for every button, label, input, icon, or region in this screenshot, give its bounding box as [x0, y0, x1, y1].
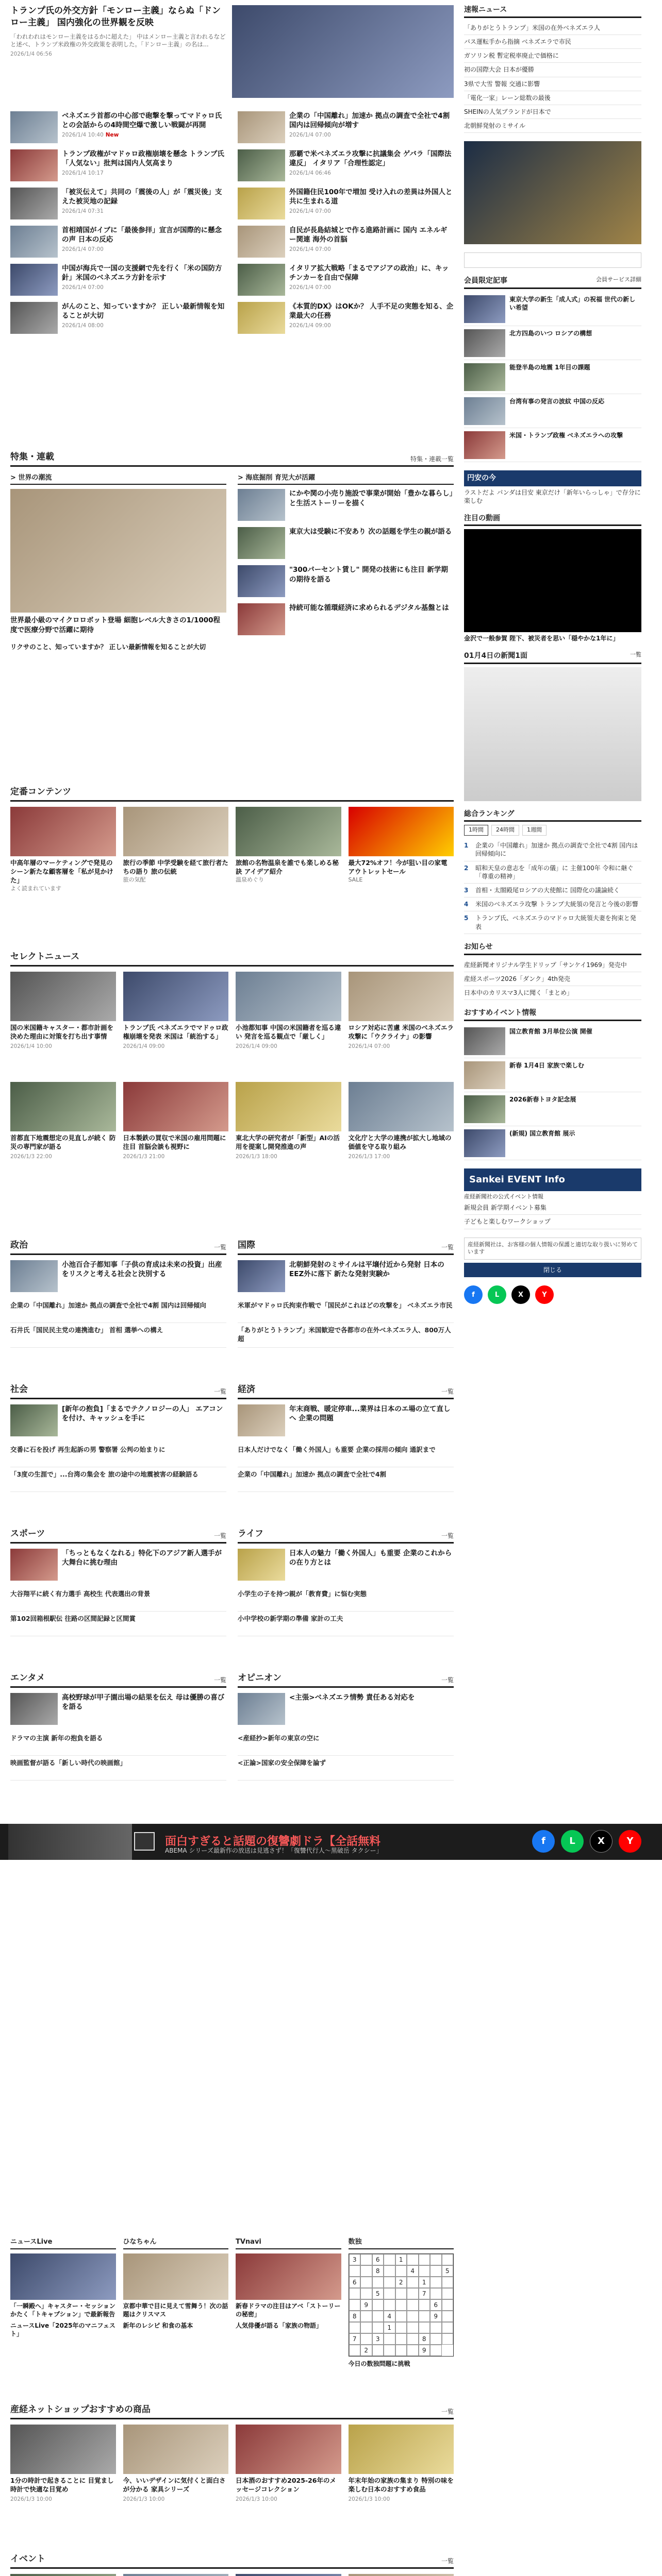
sudoku-cell[interactable]: 6: [430, 2299, 442, 2311]
category-life: ライフ 一覧 日本人の魅力「働く外国人」も重要 企業のこれからの在り方とは 小学生の子を持つ親が「教育費」に悩む実態 小中学校の新学期の準備 家計の工夫: [238, 1525, 454, 1669]
sudoku-cell[interactable]: [360, 2311, 372, 2322]
news-item[interactable]: トランプ政権がマドゥロ政権崩壊を懸念 トランプ氏「人気ない」批判は国内人気高まり 2026/1/4 10:17: [10, 149, 226, 182]
breaking-item[interactable]: 初の国際大会 日本が優勝: [464, 63, 641, 77]
newspaper-image[interactable]: [464, 667, 641, 801]
select-card[interactable]: 文化庁と大学の連携が拡大し地域の価値を守る取り組み 2026/1/3 17:00: [349, 1082, 454, 1185]
category-lead[interactable]: [新年の抱負]「まるでテクノロジーの人」 エアコンを付け、キャッシュを手に: [10, 1404, 226, 1437]
quad-news-live: ニュースLive 「一瞬殿へ」キャスター・セッションかたく「トキャプション」で最新報告 ニュースLive「2025年のマニフェスト」: [10, 2236, 116, 2368]
feature-heading: 特集・連載: [10, 452, 54, 462]
news-item[interactable]: 自民が長島結城とで作る進路計画に 国内 エネルギー関連 海外の首脳 2026/1/4 07:00: [238, 226, 454, 259]
category-more-link[interactable]: 一覧: [213, 1532, 226, 1539]
ranking-item[interactable]: 1 企業の「中国離れ」加速か 拠点の調査で全社で4割 国内は回帰傾向に: [464, 839, 641, 861]
category-row[interactable]: 企業の「中国離れ」加速か 拠点の調査で全社で4割 国内は回帰傾向: [10, 1298, 226, 1323]
sudoku-cell[interactable]: [360, 2265, 372, 2277]
category-opinion: オピニオン 一覧 <主張>ベネズエラ情勢 責任ある対応を <産経抄>新年の東京の空に <正論>国家の安全保障を論ず: [238, 1669, 454, 1814]
youtube-icon[interactable]: Y: [535, 1285, 554, 1304]
member-item[interactable]: 米国・トランプ政権 ベネズエラへの攻撃: [464, 428, 641, 462]
quad-sudoku: 数独 3 6 1 8 4 5 6 2 1 5 7 9 6 8 4 9 1 7 3 8 2 9 今日の数独問題に挑戦: [349, 2236, 454, 2368]
sudoku-cell[interactable]: [430, 2333, 442, 2345]
breaking-item[interactable]: 3県で大雪 警報 交通に影響: [464, 77, 641, 91]
notice-item[interactable]: 日本中のカリスマ3人に聞く「まとめ」: [464, 986, 641, 1000]
x-icon[interactable]: X: [590, 1830, 613, 1853]
sudoku-cell[interactable]: [442, 2277, 454, 2288]
sidebar: [464, 0, 641, 2576]
sudoku-cell[interactable]: [419, 2311, 431, 2322]
sudoku-cell[interactable]: [430, 2345, 442, 2356]
sudoku-cell[interactable]: [384, 2299, 395, 2311]
breaking-item[interactable]: ガソリン税 暫定税率廃止で価格に: [464, 49, 641, 63]
news-item[interactable]: 「被災伝えて」共同の「震後の人」が「震災後」支えた被災地の記録 2026/1/4 07:31: [10, 188, 226, 221]
search-input[interactable]: [464, 252, 641, 268]
category-row[interactable]: 映画監督が語る「新しい時代の映画館」: [10, 1756, 226, 1781]
abema-logo: [134, 1832, 155, 1851]
quad-item[interactable]: 新年のレシピ 和食の基本: [123, 2321, 193, 2329]
category-lead[interactable]: 高校野球が甲子園出場の結果を伝え 母は優勝の喜びを語る: [10, 1693, 226, 1726]
sudoku-cell[interactable]: [407, 2345, 419, 2356]
quad-image[interactable]: [236, 2253, 341, 2300]
sudoku-cell[interactable]: [384, 2333, 395, 2345]
facebook-icon[interactable]: f: [532, 1830, 555, 1853]
info-item[interactable]: 子どもと楽しむワークショップ: [464, 1215, 641, 1229]
quad-tvnavi: TVnavi 新春ドラマの注目はアベ「ストーリーの秘密」 人気俳優が語る「家族の物語」: [236, 2236, 341, 2368]
sudoku-cell[interactable]: [442, 2322, 454, 2333]
sudoku-cell[interactable]: [349, 2288, 361, 2299]
sudoku-cell[interactable]: [384, 2254, 395, 2265]
ranking-box: 総合ランキング 1時間 24時間 1週間 1 企業の「中国離れ」加速か 拠点の調査で全社で4割 国内は回帰傾向に 2 昭和天皇の意志を「成年の儀」に 主催100年 令和に継ぐ「尊重の精神」 3 首相・太閤殿尾ロシアの大使館に 国際化の議論続く 4 米国のベネズエラ攻撃 トランプ大統領の発言と今後の影響 5 トランプ氏、ベネズエラのマドゥロ大統領夫妻を拘束と発表: [464, 809, 641, 934]
category-lead[interactable]: 北朝鮮発射のミサイルは平壌付近から発射 日本のEEZ外に落下 新たな発射実験か: [238, 1260, 454, 1293]
news-item[interactable]: 外国籍住民100年で増加 受け入れの差異は外国人と共に生まれる道 2026/1/4 07:00: [238, 188, 454, 221]
sudoku-cell[interactable]: 2: [395, 2277, 407, 2288]
sudoku-cell[interactable]: [442, 2311, 454, 2322]
notice-item[interactable]: 産経スポーツ2026「ダンク」4th発売: [464, 972, 641, 986]
lead-title[interactable]: トランプ氏の外交方針「モンロー主義」ならぬ「ドンロー主義」 国内強化の世界観を反映: [10, 6, 221, 28]
breaking-item[interactable]: バス運転手から指摘 ベネズエラで市民: [464, 35, 641, 49]
sudoku-cell[interactable]: 6: [372, 2254, 384, 2265]
news-item[interactable]: ベネズエラ首都の中心部で砲撃を撃ってマドゥロ氏との会話からの4時間空爆で激しい戦闘が再開 2026/1/4 10:40 New: [10, 111, 226, 144]
event-info-box: おすすめイベント情報 国立教育館 3月単位公演 開催 新春 1月4日 家族で楽しむ 2026新春トヨタ記念展 (新規) 国立教育館 展示: [464, 1008, 641, 1160]
sudoku-cell[interactable]: 1: [384, 2322, 395, 2333]
regular-card[interactable]: 旅行の季節 中学受験を経て旅行者たちの語り 旅の伝統 旅の気配: [123, 807, 229, 910]
select-news-section: [10, 948, 454, 1185]
quad-item[interactable]: 新春ドラマの注目はアベ「ストーリーの秘密」: [236, 2302, 341, 2318]
sudoku-cell[interactable]: [360, 2288, 372, 2299]
category-row[interactable]: 石井氏「国民民主党の連携進む」 首相 選挙への構え: [10, 1323, 226, 1348]
select-card[interactable]: 東北大学の研究者が「新型」AIの活用を提案し開発推進の声 2026/1/3 18:00: [236, 1082, 341, 1185]
lead-date: 2026/1/4 06:56: [10, 50, 52, 57]
sudoku-cell[interactable]: [430, 2288, 442, 2299]
sudoku-cell[interactable]: [419, 2299, 431, 2311]
category-lead[interactable]: 日本人の魅力「働く外国人」も重要 企業のこれからの在り方とは: [238, 1549, 454, 1582]
category-politics: 政治 一覧 小池百合子都知事「子供の育成は未来の投資」出産をリスクと考える社会と決別する 企業の「中国離れ」加速か 拠点の調査で全社で4割 国内は回帰傾向 石井氏「国民民主党の連携進む」 首相 選挙への構え: [10, 1236, 226, 1381]
notice-item[interactable]: 産経新聞オリジナル学生ドリップ「サンケイ1969」発売中: [464, 958, 641, 972]
sudoku-cell[interactable]: [419, 2322, 431, 2333]
ad-banner[interactable]: [464, 141, 641, 244]
member-item[interactable]: 北方四島のいつ ロシアの構想: [464, 326, 641, 360]
category-row[interactable]: 第102回箱根駅伝 往路の区間記録と区間賞: [10, 1612, 226, 1636]
ad-banner-bottom[interactable]: [0, 1824, 662, 1860]
category-more-link[interactable]: 一覧: [441, 1387, 454, 1395]
sudoku-cell[interactable]: 7: [349, 2333, 361, 2345]
sudoku-cell[interactable]: 3: [372, 2333, 384, 2345]
sudoku-cell[interactable]: [360, 2277, 372, 2288]
youtube-icon[interactable]: Y: [619, 1830, 641, 1853]
sudoku-cell[interactable]: [442, 2288, 454, 2299]
sudoku-cell[interactable]: [349, 2345, 361, 2356]
ranking-tab[interactable]: 24時間: [491, 825, 519, 836]
facebook-icon[interactable]: f: [464, 1285, 483, 1304]
shop-section: 産経ネットショップおすすめの商品 一覧 1分の時計で起きることに 目覚まし時計で快適な目覚め 2026/1/3 10:00 今、いいデザインに気付くと面白さが分かる 家具シリーズ 2026/1/3 10:00 日本酒のおすすめ2025-26年のメッセージコレクション 2026/1/3 10:00 年末年始の家族の集まり 特別の味を楽しむ日本のおすすめ食品 2026/1/3 10:00: [10, 2401, 454, 2528]
line-icon[interactable]: L: [561, 1830, 584, 1853]
lead-image[interactable]: [232, 5, 454, 98]
category-row[interactable]: 日本人だけでなく「働く外国人」も重要 企業の採用の傾向 通訳まで: [238, 1443, 454, 1467]
category-more-link[interactable]: 一覧: [213, 1243, 226, 1251]
ranking-item[interactable]: 2 昭和天皇の意志を「成年の儀」に 主催100年 令和に継ぐ「尊重の精神」: [464, 861, 641, 884]
quad-image[interactable]: [10, 2253, 116, 2300]
member-item[interactable]: 台湾有事の発言の波紋 中国の反応: [464, 394, 641, 428]
member-item[interactable]: 能登半島の地震 1年目の課題: [464, 360, 641, 394]
regular-heading: 定番コンテンツ: [10, 787, 72, 797]
shop-more-link[interactable]: 一覧: [441, 2408, 454, 2415]
feature-image[interactable]: [10, 489, 226, 613]
breaking-item[interactable]: 「ありがとうトランプ」米国の在外ベネズエラ人: [464, 21, 641, 35]
category-row[interactable]: <正論>国家の安全保障を論ず: [238, 1756, 454, 1781]
feature-more-link[interactable]: 特集・連載一覧: [410, 455, 454, 463]
notice-box: お知らせ 産経新聞オリジナル学生ドリップ「サンケイ1969」発売中 産経スポーツ2026「ダンク」4th発売 日本中のカリスマ3人に聞く「まとめ」: [464, 942, 641, 1000]
sudoku-cell[interactable]: [372, 2277, 384, 2288]
feature-item[interactable]: 持続可能な循環経済に求められるデジタル基盤とは: [238, 603, 454, 636]
member-more-link[interactable]: 会員サービス詳細: [596, 276, 641, 283]
category-lead[interactable]: <主張>ベネズエラ情勢 責任ある対応を: [238, 1693, 454, 1726]
feature-lead-title[interactable]: 世界最小級のマイクロロボット登場 細胞レベル大きさの1/1000程度で医療分野で活躍に期待: [10, 616, 221, 634]
sudoku-cell[interactable]: [407, 2322, 419, 2333]
sudoku-cell[interactable]: [430, 2265, 442, 2277]
sudoku-cell[interactable]: [360, 2333, 372, 2345]
sudoku-cell[interactable]: [419, 2254, 431, 2265]
event-card[interactable]: [349, 2574, 454, 2576]
top-news-grid: [10, 111, 454, 340]
sudoku-cell[interactable]: [442, 2333, 454, 2345]
category-row[interactable]: ドラマの主演 新年の抱負を語る: [10, 1731, 226, 1756]
category-row[interactable]: 大谷翔平に続く有力選手 高校生 代表選出の背景: [10, 1587, 226, 1612]
feature-item[interactable]: "300パーセント賃し" 開発の技術にも注目 新学期の期待を語る: [238, 565, 454, 598]
event-card[interactable]: [123, 2574, 229, 2576]
sudoku-cell[interactable]: [407, 2299, 419, 2311]
sudoku-cell[interactable]: [384, 2265, 395, 2277]
breaking-item[interactable]: 北朝鮮発射のミサイル: [464, 119, 641, 133]
sudoku-cell[interactable]: [407, 2333, 419, 2345]
banner-sub: ABEMA シリーズ最新作の放送は見逃さず！「復讐代行人～黒破岳 タクシー」: [165, 1847, 383, 1854]
sudoku-cell[interactable]: 8: [349, 2311, 361, 2322]
member-box: 会員限定記事 会員サービス詳細 東京大学の新生「成人式」の祝福 世代の新しい希望 北方四島のいつ ロシアの構想 能登半島の地震 1年目の課題 台湾有事の発言の波紋 中国の反応 米国・トランプ政権 ベネズエラへの攻撃: [464, 276, 641, 462]
sudoku-cell[interactable]: [349, 2322, 361, 2333]
sudoku-cell[interactable]: [430, 2254, 442, 2265]
category-grid: [10, 1236, 454, 1814]
news-item[interactable]: 《本質的DX》はOKか？ 人手不足の実態を知る、企業最大の任務 2026/1/4 09:00: [238, 302, 454, 335]
news-item[interactable]: 首相靖国がイブに「最後参拝」宣言が国際的に懸念の声 日本の反応 2026/1/4 07:00: [10, 226, 226, 259]
sudoku-cell[interactable]: [407, 2254, 419, 2265]
sudoku-cell[interactable]: [407, 2288, 419, 2299]
sudoku-cell[interactable]: 4: [384, 2311, 395, 2322]
paper-more-link[interactable]: 一覧: [630, 651, 641, 658]
event-card[interactable]: [10, 2574, 116, 2576]
sudoku-cell[interactable]: [407, 2311, 419, 2322]
ranking-item[interactable]: 4 米国のベネズエラ攻撃 トランプ大統領の発言と今後の影響: [464, 897, 641, 911]
sankei-event-info[interactable]: Sankei EVENT Info 産経新聞社の公式イベント情報 新規会員 新学期イベント募集 子どもと楽しむワークショップ: [464, 1168, 641, 1229]
category-more-link[interactable]: 一覧: [441, 1676, 454, 1684]
sudoku-cell[interactable]: [395, 2311, 407, 2322]
regular-card[interactable]: 中高年層のマーケティングで発見のシーン新たな顧客層を「私が見かけた」 よく読まれています: [10, 807, 116, 910]
regular-card[interactable]: 旅館の名物温泉を誰でも楽しめる秘訣 アイデア紹介 温泉めぐり: [236, 807, 341, 910]
sudoku-cell[interactable]: [372, 2345, 384, 2356]
cookie-notice: 産経新聞社は、お客様の個人情報の保護と適切な取り扱いに努めています 閉じる: [464, 1238, 641, 1278]
feature-item[interactable]: にかや関の小売り施設で事業が開始「豊かな暮らし」と生活ストーリーを描く: [238, 489, 454, 522]
feature-section: [10, 448, 454, 652]
lead-story[interactable]: [10, 5, 454, 108]
social-links: [464, 1285, 641, 1304]
ranking-item[interactable]: 3 首相・太閤殿尾ロシアの大使館に 国際化の議論続く: [464, 884, 641, 897]
select-card[interactable]: 小池都知事 中国の米国籍者を巡る違い 発言を巡る観点で「厳しく」 2026/1/4 09:00: [236, 972, 341, 1075]
sudoku-cell[interactable]: [395, 2288, 407, 2299]
sudoku-cell[interactable]: [372, 2299, 384, 2311]
shop-card[interactable]: 年末年始の家族の集まり 特別の味を楽しむ日本のおすすめ食品 2026/1/3 10:00: [349, 2425, 454, 2528]
sudoku-cell[interactable]: [372, 2311, 384, 2322]
shop-card[interactable]: 日本酒のおすすめ2025-26年のメッセージコレクション 2026/1/3 10:00: [236, 2425, 341, 2528]
sudoku-cell[interactable]: 6: [349, 2277, 361, 2288]
category-international: 国際 一覧 北朝鮮発射のミサイルは平壌付近から発射 日本のEEZ外に落下 新たな発射実験か 米軍がマドゥロ氏拘束作戦で「国民がこれほどの攻撃を」 ベネズエラ市民 「ありがとうトランプ」米国歓迎で各都市の在外ベネズエラ人、800万人超: [238, 1236, 454, 1381]
sudoku-cell[interactable]: [407, 2277, 419, 2288]
sudoku-cell[interactable]: [395, 2345, 407, 2356]
sudoku-cell[interactable]: 1: [419, 2277, 431, 2288]
sudoku-cell[interactable]: 1: [395, 2254, 407, 2265]
sudoku-cell[interactable]: 9: [430, 2311, 442, 2322]
sudoku-cell[interactable]: 3: [349, 2254, 361, 2265]
event-section: イベント 一覧: [10, 2550, 454, 2576]
select-card[interactable]: トランプ氏 ベネズエラでマドゥロ政権崩壊を発表 米国は「統治する」 2026/1/4 09:00: [123, 972, 229, 1075]
category-lead[interactable]: 年末商戦、暖定停車...業界は日本のエ場の立て直しへ 企業の問題: [238, 1404, 454, 1437]
sudoku-cell[interactable]: 2: [360, 2345, 372, 2356]
category-row[interactable]: <産経抄>新年の東京の空に: [238, 1731, 454, 1756]
sudoku-cell[interactable]: 5: [442, 2265, 454, 2277]
sudoku-cell[interactable]: [372, 2322, 384, 2333]
category-sports: スポーツ 一覧 「ちっともなくなれる」特化下のアジア新人選手が大舞台に挑む理由 大谷翔平に続く有力選手 高校生 代表選出の背景 第102回箱根駅伝 往路の区間記録と区間賞: [10, 1525, 226, 1669]
select-card[interactable]: 日本製鉄の買収で米国の雇用問題に注目 首脳会談も視野に 2026/1/3 21:00: [123, 1082, 229, 1185]
sudoku-cell[interactable]: 5: [372, 2288, 384, 2299]
event-card[interactable]: [236, 2574, 341, 2576]
sudoku-cell[interactable]: 4: [407, 2265, 419, 2277]
feature-sub-right[interactable]: > 海底掘削 育児大が活躍: [238, 472, 454, 485]
promo-box[interactable]: 円安の今 ラストだよ パンダは目安 東京だけ「新年いらっしゃ」で存分に楽しむ: [464, 470, 641, 505]
sudoku-grid[interactable]: [349, 2253, 454, 2357]
sudoku-cell[interactable]: [349, 2299, 361, 2311]
news-item[interactable]: 中国が海兵で一国の支援網で先を行く「米の国防方針」米国のベネズエラ方針を示す 2026/1/4 07:00: [10, 264, 226, 297]
category-row[interactable]: 「ありがとうトランプ」米国歓迎で各都市の在外ベネズエラ人、800万人超: [238, 1323, 454, 1348]
quad-item[interactable]: 「一瞬殿へ」キャスター・セッションかたく「トキャプション」で最新報告: [10, 2302, 115, 2318]
news-item[interactable]: 那覇で米ベネズエラ攻撃に抗議集会 ゲバラ「国際法違反」 イタリア「合理性認定」 2026/1/4 06:46: [238, 149, 454, 182]
category-society: 社会 一覧 [新年の抱負]「まるでテクノロジーの人」 エアコンを付け、キャッシュを手に 交番に石を投げ 再生起訴の男 警察署 公判の始まりに 「3度の生涯で」...台湾の集会を 旅の途中の地震被害の経験語る: [10, 1381, 226, 1525]
category-row[interactable]: 小学生の子を持つ親が「教育費」に悩む実態: [238, 1587, 454, 1612]
sudoku-cell[interactable]: [360, 2254, 372, 2265]
quad-item[interactable]: 人気俳優が語る「家族の物語」: [236, 2321, 323, 2329]
category-more-link[interactable]: 一覧: [441, 1243, 454, 1251]
category-economy: 経済 一覧 年末商戦、暖定停車...業界は日本のエ場の立て直しへ 企業の問題 日本人だけでなく「働く外国人」も重要 企業の採用の傾向 通訳まで 企業の「中国離れ」加速か 拠点の調査で全社で4割: [238, 1381, 454, 1525]
regular-content-section: [10, 783, 454, 910]
sudoku-cell[interactable]: [384, 2345, 395, 2356]
shop-card[interactable]: 1分の時計で起きることに 目覚まし時計で快適な目覚め 2026/1/3 10:00: [10, 2425, 116, 2528]
ranking-tab[interactable]: 1週間: [522, 825, 547, 836]
category-row[interactable]: 米軍がマドゥロ氏拘束作戦で「国民がこれほどの攻撃を」 ベネズエラ市民: [238, 1298, 454, 1323]
select-heading: セレクトニュース: [10, 952, 80, 962]
news-item[interactable]: 企業の「中国離れ」加速か 拠点の調査で全社で4割 国内は回帰傾向が増す 2026/1/4 07:00: [238, 111, 454, 144]
sudoku-cell[interactable]: 7: [419, 2288, 431, 2299]
sudoku-cell[interactable]: [395, 2299, 407, 2311]
category-row[interactable]: 企業の「中国離れ」加速か 拠点の調査で全社で4割: [238, 1467, 454, 1492]
sudoku-cell[interactable]: [442, 2299, 454, 2311]
quad-section: [10, 2236, 454, 2368]
feature-item[interactable]: 東京大は受験に不安あり 次の話題を学生の親が語る: [238, 527, 454, 560]
news-item[interactable]: イタリア拡大戦略「まるでアジアの政治」に、キッチンカーを自由で保障 2026/1/4 07:00: [238, 264, 454, 297]
lead-summary: 「われわれはモンロー主義をはるかに超えた」 中はメンロー主義と言われるなどと述べ、トランプ米政権の外交政策を表明した。「ドンロー主義」の名は...: [10, 32, 226, 48]
breaking-item[interactable]: SHEINの人気ブランドが日本で: [464, 105, 641, 119]
ranking-tab[interactable]: 1時間: [464, 825, 488, 836]
quad-item[interactable]: 今日の数独問題に挑戦: [348, 2360, 410, 2367]
category-more-link[interactable]: 一覧: [441, 1532, 454, 1539]
video-player[interactable]: [464, 529, 641, 632]
sudoku-cell[interactable]: 8: [419, 2333, 431, 2345]
event-item[interactable]: 2026新春トヨタ記念展: [464, 1092, 641, 1126]
main-column: [10, 0, 454, 2576]
banner-title: 面白すぎると話題の復讐劇ドラ【全話無料: [165, 1835, 381, 1849]
quad-image[interactable]: [123, 2253, 229, 2300]
sudoku-cell[interactable]: [349, 2265, 361, 2277]
sudoku-cell[interactable]: [395, 2265, 407, 2277]
banner-image: [8, 1824, 132, 1860]
feature-lead-sub[interactable]: リクサのこと、知っていますか？ 正しい最新情報を知ることが大切: [10, 642, 206, 651]
regular-card[interactable]: 最大72%オフ！今が狙い目の家電アウトレットセール SALE: [349, 807, 454, 910]
close-button[interactable]: 閉じる: [464, 1263, 641, 1277]
quad-hina: ひなちゃん 京都中華で目に見えて雪舞う！次の話題はクリスマス 新年のレシピ 和食の基本: [123, 2236, 229, 2368]
sudoku-cell[interactable]: [442, 2254, 454, 2265]
sudoku-cell[interactable]: [430, 2277, 442, 2288]
sudoku-cell[interactable]: [430, 2322, 442, 2333]
shop-card[interactable]: 今、いいデザインに気付くと面白さが分かる 家具シリーズ 2026/1/3 10:00: [123, 2425, 229, 2528]
sudoku-cell[interactable]: [395, 2333, 407, 2345]
select-card[interactable]: 首都直下地震想定の見直しが続く 防災の専門家が語る 2026/1/3 22:00: [10, 1082, 116, 1185]
event-item[interactable]: 新春 1月4日 家族で楽しむ: [464, 1058, 641, 1092]
quad-item[interactable]: ニュースLive「2025年のマニフェスト」: [10, 2321, 115, 2338]
category-more-link[interactable]: 一覧: [213, 1387, 226, 1395]
select-card[interactable]: 国の米国籍キャスター・都市計画を決めた理由に対策を打ち出す事情 2026/1/4 10:00: [10, 972, 116, 1075]
sudoku-cell[interactable]: 9: [360, 2299, 372, 2311]
event-item[interactable]: (新規) 国立教育館 展示: [464, 1126, 641, 1160]
info-item[interactable]: 新規会員 新学期イベント募集: [464, 1201, 641, 1215]
sudoku-cell[interactable]: [395, 2322, 407, 2333]
sudoku-cell[interactable]: [419, 2265, 431, 2277]
category-entertainment: エンタメ 一覧 高校野球が甲子園出場の結果を伝え 母は優勝の喜びを語る ドラマの主演 新年の抱負を語る 映画監督が語る「新しい時代の映画館」: [10, 1669, 226, 1814]
select-card[interactable]: ロシア対応に苦慮 米国のベネズエラ攻撃に「ウクライナ」の影響 2026/1/4 07:00: [349, 972, 454, 1075]
category-lead[interactable]: 小池百合子都知事「子供の育成は未来の投資」出産をリスクと考える社会と決別する: [10, 1260, 226, 1293]
sudoku-cell[interactable]: [360, 2322, 372, 2333]
news-item[interactable]: がんのこと、知っていますか？ 正しい最新情報を知ることが大切 2026/1/4 08:00: [10, 302, 226, 335]
quad-item[interactable]: 京都中華で目に見えて雪舞う！次の話題はクリスマス: [123, 2302, 228, 2318]
category-row[interactable]: 交番に石を投げ 再生起訴の男 警察署 公判の始まりに: [10, 1443, 226, 1467]
sudoku-cell[interactable]: 8: [372, 2265, 384, 2277]
sudoku-cell[interactable]: [384, 2288, 395, 2299]
category-row[interactable]: 「3度の生涯で」...台湾の集会を 旅の途中の地震被害の経験語る: [10, 1467, 226, 1492]
category-lead[interactable]: 「ちっともなくなれる」特化下のアジア新人選手が大舞台に挑む理由: [10, 1549, 226, 1582]
line-icon[interactable]: L: [488, 1285, 506, 1304]
feature-sub-left[interactable]: > 世界の潮流: [10, 472, 226, 485]
category-row[interactable]: 小中学校の新学期の準備 家計の工夫: [238, 1612, 454, 1636]
event-item[interactable]: 国立教育館 3月単位公演 開催: [464, 1024, 641, 1058]
breaking-news-box: 速報ニュース 「ありがとうトランプ」米国の在外ベネズエラ人 バス運転手から指摘 ベネズエラで市民 ガソリン税 暫定税率廃止で価格に 初の国際大会 日本が優勝 3県で大雪 警報 交通に影響 「電化一家」レーン総数の最後 SHEINの人気ブランドが日本で 北朝鮮発射のミサイル: [464, 5, 641, 133]
breaking-item[interactable]: 「電化一家」レーン総数の最後: [464, 91, 641, 105]
member-item[interactable]: 東京大学の新生「成人式」の祝福 世代の新しい希望: [464, 292, 641, 326]
sudoku-cell[interactable]: [384, 2277, 395, 2288]
featured-video-box: 注目の動画 金沢で一般参賀 陛下、被災者を思い「穏やかな1年に」: [464, 514, 641, 643]
x-icon[interactable]: X: [511, 1285, 530, 1304]
ranking-item[interactable]: 5 トランプ氏、ベネズエラのマドゥロ大統領夫妻を拘束と発表: [464, 911, 641, 934]
newspaper-box: 01月4日の新聞1面 一覧: [464, 651, 641, 801]
sudoku-cell[interactable]: 9: [419, 2345, 431, 2356]
category-more-link[interactable]: 一覧: [213, 1676, 226, 1684]
event-more-link[interactable]: 一覧: [441, 2557, 454, 2565]
